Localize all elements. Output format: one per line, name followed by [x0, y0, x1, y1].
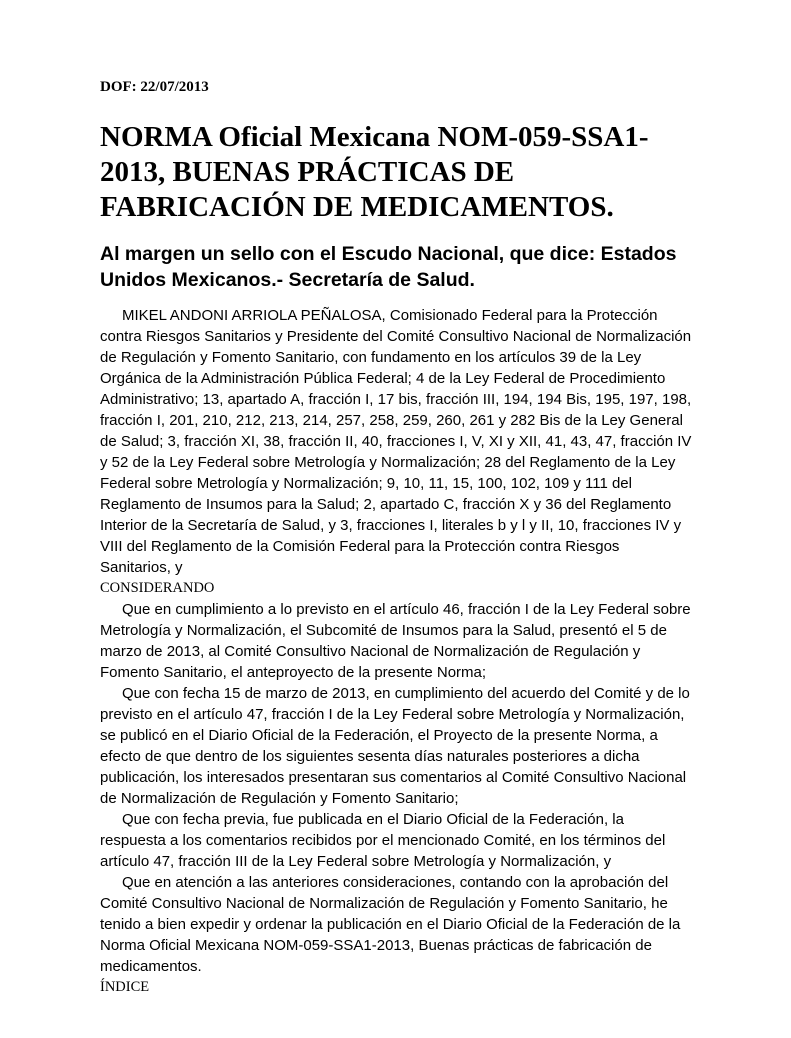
- dof-date: DOF: 22/07/2013: [100, 79, 209, 95]
- document-subtitle: Al margen un sello con el Escudo Nacional, que dice: Estados Unidos Mexicanos.- Secretaría de Salud.: [100, 243, 677, 291]
- considerando-heading: CONSIDERANDO: [100, 580, 215, 597]
- considerando-paragraph-3: Que con fecha previa, fue publicada en el Diario Oficial de la Federación, la respuesta a los comentarios recibidos por el mencionado Comité, en los términos del artículo 47, fracción III de la Ley Federal sobre Metrología y Normalización, y: [100, 811, 666, 871]
- considerando-paragraph-2: Que con fecha 15 de marzo de 2013, en cumplimiento del acuerdo del Comité y de lo previsto en el artículo 47, fracción I de la Ley Federal sobre Metrología y Normalización, se publicó en el Diario Oficial de la Federación, el Proyecto de la presente Norma, a efecto de que dentro de los siguientes sesenta días naturales posteriores a dicha publicación, los interesados presentaran sus comentarios al Comité Consultivo Nacional de Normalización de Regulación y Fomento Sanitario;: [100, 685, 690, 808]
- document-title: NORMA Oficial Mexicana NOM-059-SSA1-2013, BUENAS PRÁCTICAS DE FABRICACIÓN DE MEDICAMENTOS.: [100, 121, 649, 223]
- indice-heading: ÍNDICE: [100, 979, 150, 996]
- considerando-paragraph-1: Que en cumplimiento a lo previsto en el artículo 46, fracción I de la Ley Federal sobre Metrología y Normalización, el Subcomité de Insumos para la Salud, presentó el 5 de marzo de 2013, al Comité Consultivo Nacional de Normalización de Regulación y Fomento Sanitario, el anteproyecto de la presente Norma;: [100, 601, 691, 682]
- intro-paragraph: MIKEL ANDONI ARRIOLA PEÑALOSA, Comisionado Federal para la Protección contra Riesgos Sanitarios y Presidente del Comité Consultivo Nacional de Normalización de Regulación y Fomento Sanitario, con fundamento en los artículos 39 de la Ley Orgánica de la Administración Pública Federal; 4 de la Ley Federal de Procedimiento Administrativo; 13, apartado A, fracción I, 17 bis, fracción III, 194, 194 Bis, 195, 197, 198, fracción I, 201, 210, 212, 213, 214, 257, 258, 259, 260, 261 y 282 Bis de la Ley General de Salud; 3, fracción XI, 38, fracción II, 40, fracciones I, V, XI y XII, 41, 43, 47, fracción IV y 52 de la Ley Federal sobre Metrología y Normalización; 28 del Reglamento de la Ley Federal sobre Metrología y Normalización; 9, 10, 11, 15, 100, 102, 109 y 111 del Reglamento de Insumos para la Salud; 2, apartado C, fracción X y 36 del Reglamento Interior de la Secretaría de Salud, y 3, fracciones I, literales b y l y II, 10, fracciones IV y VIII del Reglamento de la Comisión Federal para la Protección contra Riesgos Sanitarios, y: [100, 307, 692, 577]
- considerando-paragraph-4: Que en atención a las anteriores consideraciones, contando con la aprobación del Comité Consultivo Nacional de Normalización de Regulación y Fomento Sanitario, he tenido a bien expedir y ordenar la publicación en el Diario Oficial de la Federación de la Norma Oficial Mexicana NOM-059-SSA1-2013, Buenas prácticas de fabricación de medicamentos.: [100, 874, 681, 976]
